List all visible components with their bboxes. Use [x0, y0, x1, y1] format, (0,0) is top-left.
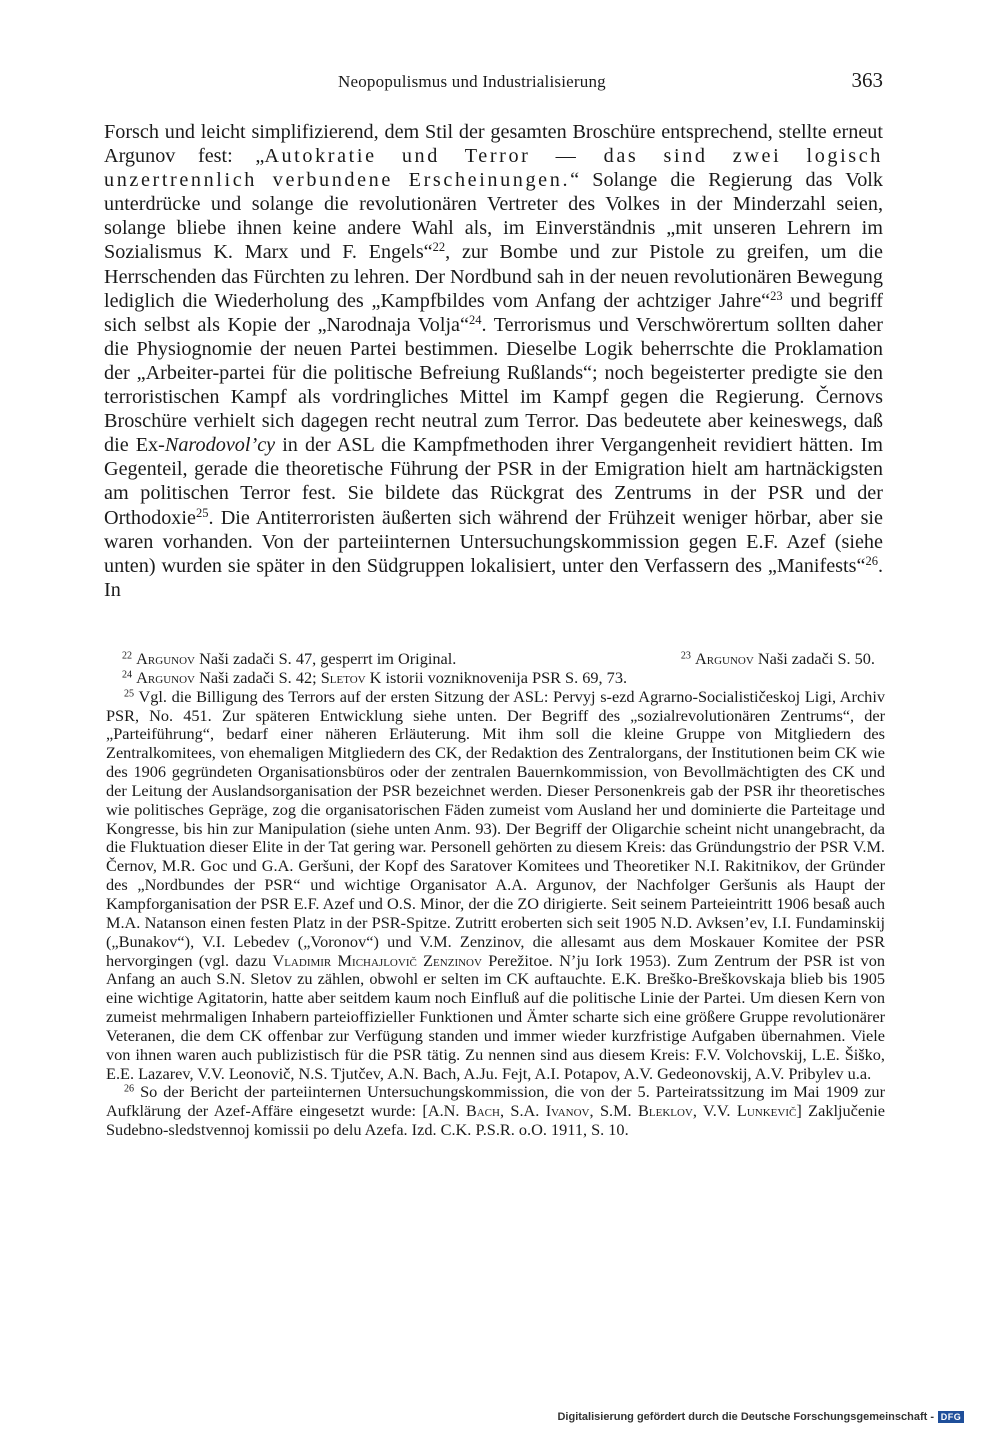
main-text [104, 120, 883, 602]
footnote-text: Naši zadači S. 47, gesperrt im Original. [195, 649, 457, 668]
footnote-text: Naši zadači S. 42; [195, 667, 321, 687]
body-text: . In [104, 554, 883, 601]
italic-term: Narodovol’cy [164, 434, 276, 457]
footnote-row [106, 650, 885, 669]
footnote-ref-24[interactable]: 24 [468, 312, 482, 327]
body-text: in der ASL die Kampfmethoden ihrer Vergangenheit revidiert hätten. Im Gegenteil, gerade die theoretische Führung der PSR in der Emigration hielt am hartnäckigsten am politischen Terror fest. Sie bildete das Rückgrat des Zentrums in der PSR und der Orthodoxie [104, 434, 883, 529]
footnote-ref-25[interactable]: 25 [195, 505, 209, 520]
credit-text: Digitalisierung gefördert durch die Deutsche Forschungsgemeinschaft - [557, 1411, 934, 1423]
body-text: . Terrorismus und Verschwörertum sollten daher die Physiognomie der neuen Partei bestimmen. Dieselbe Logik beherrschte die Proklamation der „Arbeiter-partei für die politische Befreiung Rußlands“; noch begeisterter predigte sie den terroristischen Kampf als vordringliches Mittel im Kampf gegen die Regierung. Černovs Broschüre verhielt sich dagegen recht neutral zum Terror. Das bedeutete aber keineswegs, daß die Ex- [104, 313, 883, 457]
body-text: . Die Antiterroristen äußerten sich während der Frühzeit weniger hörbar, aber sie waren vorhanden. Von der parteiinternen Untersuchungskommission gegen E.F. Azef (siehe unten) wurden sie später in den Südgruppen lokalisiert, unter den Verfassern des „Manifests“ [104, 506, 883, 577]
footnote-text: , S.M. [589, 1101, 639, 1121]
footnote-number: 26 [124, 1083, 135, 1095]
footnote-ref-26[interactable]: 26 [865, 553, 878, 568]
footnote-author: Argunov [136, 667, 195, 687]
footnote-author: Vladimir Michajlovič Zenzinov [272, 950, 482, 970]
footnote-text: Naši zadači S. 50. [753, 649, 875, 668]
footnote-25 [106, 688, 885, 1084]
footnote-text: Perežitoe. N’ju Iork 1953). Zum Zentrum der PSR ist von Anfang an auch S.N. Sletov zu zählen, obwohl er selten im CK auftauchte. E.K. Breško-Breškovskaja blieb bis 1905 eine wichtige Agitatorin, hatte aber seitdem kaum noch Einfluß auf die politische Linie der Partei. Um diesen Kern von zumeist mehrmaligen Inhabern parteioffizieller Funktionen und Ämter scharte sich eine größere Gruppe revolutionärer Veteranen, die dem CK offenbar zur Verfügung standen und immer wieder kurzfristige Aufgaben übernahmen. Viele von ihnen waren auch publizistisch für die PSR tätig. Zu nennen sind aus diesem Kreis: F.V. Volchovskij, L.E. Šiško, E.E. Lazarev, V.V. Leonovič, N.S. Tjutčev, A.N. Bach, A.Ju. Fejt, A.I. Potapov, A.V. Gedeonovskij, A.V. Pribylev u.a. [106, 950, 885, 1083]
body-paragraph [104, 120, 883, 602]
spaced-quote: Autokratie und Terror — das sind zwei logisch unzertrennlich verbundene Erscheinungen. [104, 145, 884, 192]
footnote-author: Bleklov [638, 1101, 693, 1121]
running-title: Neopopulismus und Industrialisierung [338, 72, 606, 91]
footnote-author: Ivanov [545, 1101, 590, 1121]
footnote-author: Sletov [320, 667, 366, 687]
footnote-26 [106, 1083, 885, 1140]
footnote-24 [106, 669, 885, 688]
footnote-text: , V.V. [692, 1101, 737, 1121]
footnote-author: Lunkevič [736, 1101, 797, 1121]
body-text: Forsch und leicht simplifizierend, dem Stil der gesamten Broschüre entsprechend, stellte erneut Argunov fest: „ [104, 121, 883, 168]
footnote-author: Argunov [695, 649, 754, 668]
footnote-text: Vgl. die Billigung des Terrors auf der ersten Sitzung der ASL: Pervyj s-ezd Agrarno-Socialističeskoj Ligi, Archiv PSR, No. 451. Zur späteren Entwicklung siehe unten. Der Begriff des „sozialrevolutionären Zentrums“, der „Parteiführung“, bedarf einer näheren Erläuterung. Mit ihm soll die kleine Gruppe von Mitgliedern des Zentralkomitees, von ehemaligen Mitgliedern des CK, der Redaktion des Zentralorgans, der Institutionen beim CK wie des 1906 gegründeten Organisationsbüros oder der zentralen Bauernkommission, von Bevollmächtigten des CK und der Leitung der Auslandsorganisation der PSR bezeichnet werden. Dieser Personenkreis gab der PSR ihr theoretisches wie politisches Gepräge, zog die organisatorischen Fäden zumeist vom Ausland her und dominierte die Parteitage und Kongresse, bis hin zur Manipulation (siehe unten Anm. 93). Der Begriff der Oligarchie scheint nicht unangebracht, da die Fluktuation dieser Elite in der Tat gering war. Personell gehörten zu diesem Kreis: das Gründungstrio der PSR V.M. Černov, M.R. Goc und G.A. Geršuni, der Kopf des Saratover Komitees und Theoretiker N.I. Rakitnikov, der Gründer des „Nordbundes der PSR“ und wichtige Organisator A.A. Argunov, der Nachfolger Geršunis als Haupt der Kampforganisation der PSR E.F. Azef und O.S. Minor, der die ZO dirigierte. Seit seinem Parteieintritt 1906 besaß auch M.A. Natanson einen festen Platz in der PSR-Spitze. Zutritt eroberten sich seit 1905 N.D. Avksen’ev, I.I. Fundaminskij („Bunakov“), V.I. Lebedev („Voronov“) und V.M. Zenzinov, die allesamt aus dem Moskauer Komitee der PSR hervorgingen (vgl. dazu [106, 686, 885, 970]
body-text: und begriff sich selbst als Kopie der „Narodnaja Volja“ [104, 289, 883, 336]
footnote-text: K istorii vozniknovenija PSR S. 69, 73. [365, 667, 628, 687]
footnote-author: Bach [465, 1101, 500, 1121]
digitization-credit [557, 1411, 964, 1423]
footnote-23 [681, 650, 885, 669]
running-head [108, 68, 883, 96]
footnote-number: 24 [122, 669, 133, 681]
footnotes [106, 650, 885, 1140]
body-text: “ Solange die Regierung das Volk unterdrücke und solange die revolutionären Vertreter des Volkes in der Minderzahl seien, solange bliebe ihnen keine andere Wahl als, im Einverständnis „mit unseren Lehrern im Sozialismus K. Marx und F. Engels“ [104, 169, 883, 264]
page-number: 363 [851, 68, 883, 92]
footnote-text: So der Bericht der parteiinternen Untersuchungskommission, die von der 5. Parteiratssitzung im Mai 1909 zur Aufklärung der Azef-Affäre eingesetzt wurde: [A.N. [106, 1082, 885, 1121]
footnote-author: Argunov [136, 649, 195, 668]
footnote-number: 22 [122, 650, 133, 662]
footnote-ref-23[interactable]: 23 [770, 288, 783, 303]
footnote-number: 25 [124, 688, 135, 700]
footnote-text: , S.A. [499, 1101, 546, 1121]
footnote-text: ] Zaključenie Sudebno-sledstvennoj komissii po delu Azefa. Izd. C.K. P.S.R. o.O. 1911, S. 10. [106, 1101, 885, 1140]
footnote-22 [122, 650, 456, 669]
body-text: , zur Bombe und zur Pistole zu greifen, um die Herrschenden das Fürchten zu lehren. Der Nordbund sah in der neuen revolutionären Bewegung lediglich die Wiederholung des „Kampfbildes vom Anfang der achtziger Jahre“ [104, 241, 883, 312]
footnote-number: 23 [680, 650, 691, 662]
footnote-ref-22[interactable]: 22 [432, 240, 446, 255]
dfg-logo: DFG [938, 1411, 964, 1423]
